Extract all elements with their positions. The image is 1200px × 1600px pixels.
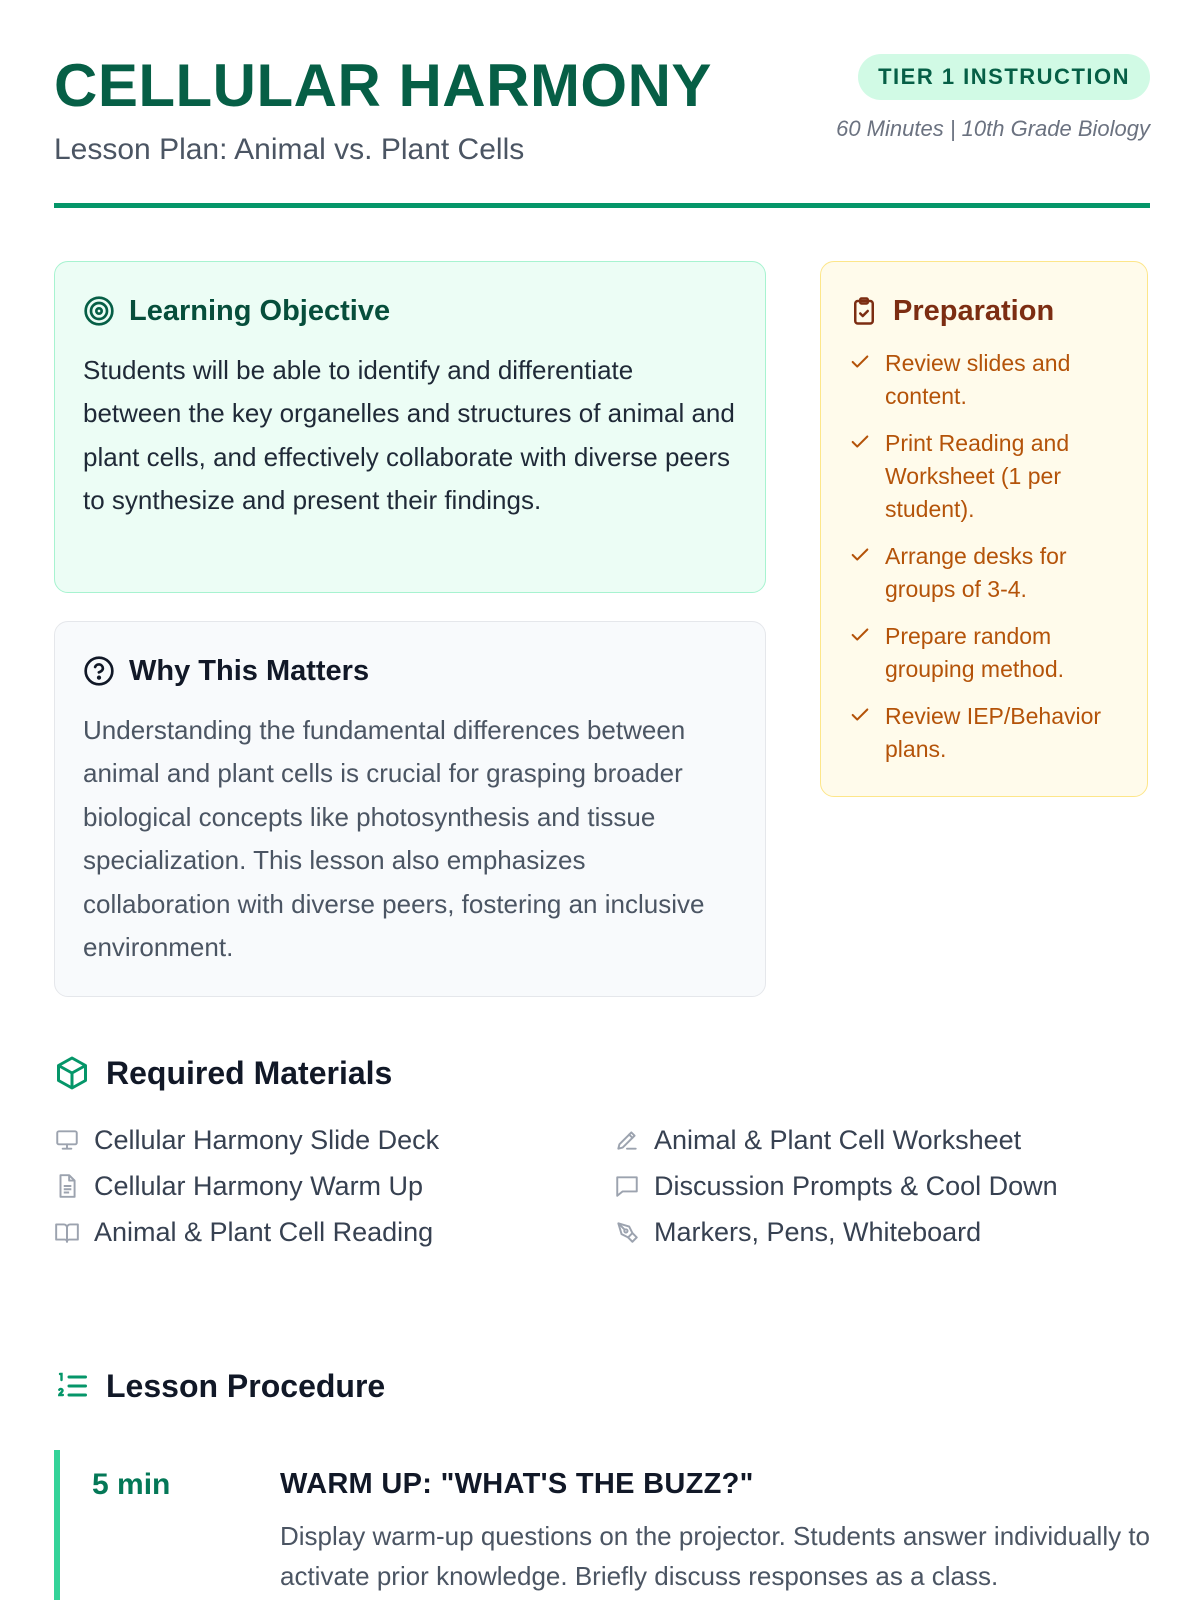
check-icon	[849, 351, 871, 373]
step-time: 5 min	[92, 1468, 171, 1501]
preparation-item-label: Prepare random grouping method.	[885, 622, 1065, 682]
book-icon	[54, 1219, 80, 1245]
material-item	[614, 1124, 1154, 1156]
material-item	[54, 1170, 614, 1202]
step-title: WARM UP: "WHAT'S THE BUZZ?"	[280, 1468, 754, 1500]
material-item	[54, 1216, 614, 1248]
preparation-item	[849, 540, 1123, 606]
procedure-heading	[54, 1367, 385, 1405]
monitor-icon	[54, 1127, 80, 1153]
material-label: Cellular Harmony Slide Deck	[94, 1125, 440, 1155]
target-icon	[83, 295, 115, 327]
numbered-list-icon	[54, 1368, 90, 1404]
materials-list	[54, 1124, 1154, 1248]
preparation-item	[849, 700, 1123, 766]
why-title: Why This Matters	[129, 655, 370, 687]
tier-badge: TIER 1 INSTRUCTION	[858, 54, 1150, 100]
check-icon	[849, 431, 871, 453]
materials-title: Required Materials	[106, 1055, 393, 1091]
material-label: Markers, Pens, Whiteboard	[654, 1217, 982, 1247]
pen-tool-icon	[614, 1219, 640, 1245]
why-text: Understanding the fundamental differences between animal and plant cells is crucial for grasping broader biological concepts like photosynthesis and tissue specialization. This lesson also emphasizes collaboration with diverse peers, fostering an inclusive environment.	[83, 714, 705, 963]
objective-text: Students will be able to identify and differentiate between the key organelles and structures of animal and plant cells, and effectively collaborate with diverse peers to synthesize and present their findings.	[83, 354, 735, 516]
chat-bubble-icon	[614, 1173, 640, 1199]
preparation-item-label: Print Reading and Worksheet (1 per student).	[885, 429, 1070, 522]
learning-objective-card	[54, 261, 766, 593]
pencil-icon	[614, 1127, 640, 1153]
why-this-matters-card	[54, 621, 766, 997]
material-label: Animal & Plant Cell Reading	[94, 1217, 434, 1247]
preparation-title: Preparation	[893, 295, 1055, 327]
question-circle-icon	[83, 655, 115, 687]
preparation-item-label: Review IEP/Behavior plans.	[885, 702, 1102, 762]
clipboard-check-icon	[849, 295, 879, 327]
page-title: CELLULAR HARMONY	[54, 52, 712, 119]
material-item	[54, 1124, 614, 1156]
preparation-item	[849, 620, 1123, 686]
material-item	[614, 1170, 1154, 1202]
procedure-step	[54, 1450, 1154, 1600]
preparation-item-label: Arrange desks for groups of 3-4.	[885, 542, 1067, 602]
check-icon	[849, 544, 871, 566]
preparation-item-label: Review slides and content.	[885, 349, 1071, 409]
check-icon	[849, 624, 871, 646]
objective-title: Learning Objective	[129, 295, 391, 327]
material-label: Discussion Prompts & Cool Down	[654, 1171, 1058, 1201]
materials-heading	[54, 1054, 392, 1092]
material-item	[614, 1216, 1154, 1248]
check-icon	[849, 704, 871, 726]
preparation-card	[820, 261, 1148, 797]
document-icon	[54, 1173, 80, 1199]
lesson-header	[54, 52, 1150, 208]
lesson-meta: 60 Minutes | 10th Grade Biology	[836, 116, 1150, 141]
step-description: Display warm-up questions on the projector. Students answer individually to activate prior knowledge. Briefly discuss responses as a class.	[280, 1521, 1151, 1591]
box-icon	[54, 1055, 90, 1091]
preparation-item	[849, 347, 1123, 413]
material-label: Cellular Harmony Warm Up	[94, 1171, 424, 1201]
preparation-item	[849, 427, 1123, 526]
procedure-title: Lesson Procedure	[106, 1368, 386, 1404]
material-label: Animal & Plant Cell Worksheet	[654, 1125, 1022, 1155]
page-subtitle: Lesson Plan: Animal vs. Plant Cells	[54, 133, 525, 166]
preparation-list	[849, 347, 1123, 766]
